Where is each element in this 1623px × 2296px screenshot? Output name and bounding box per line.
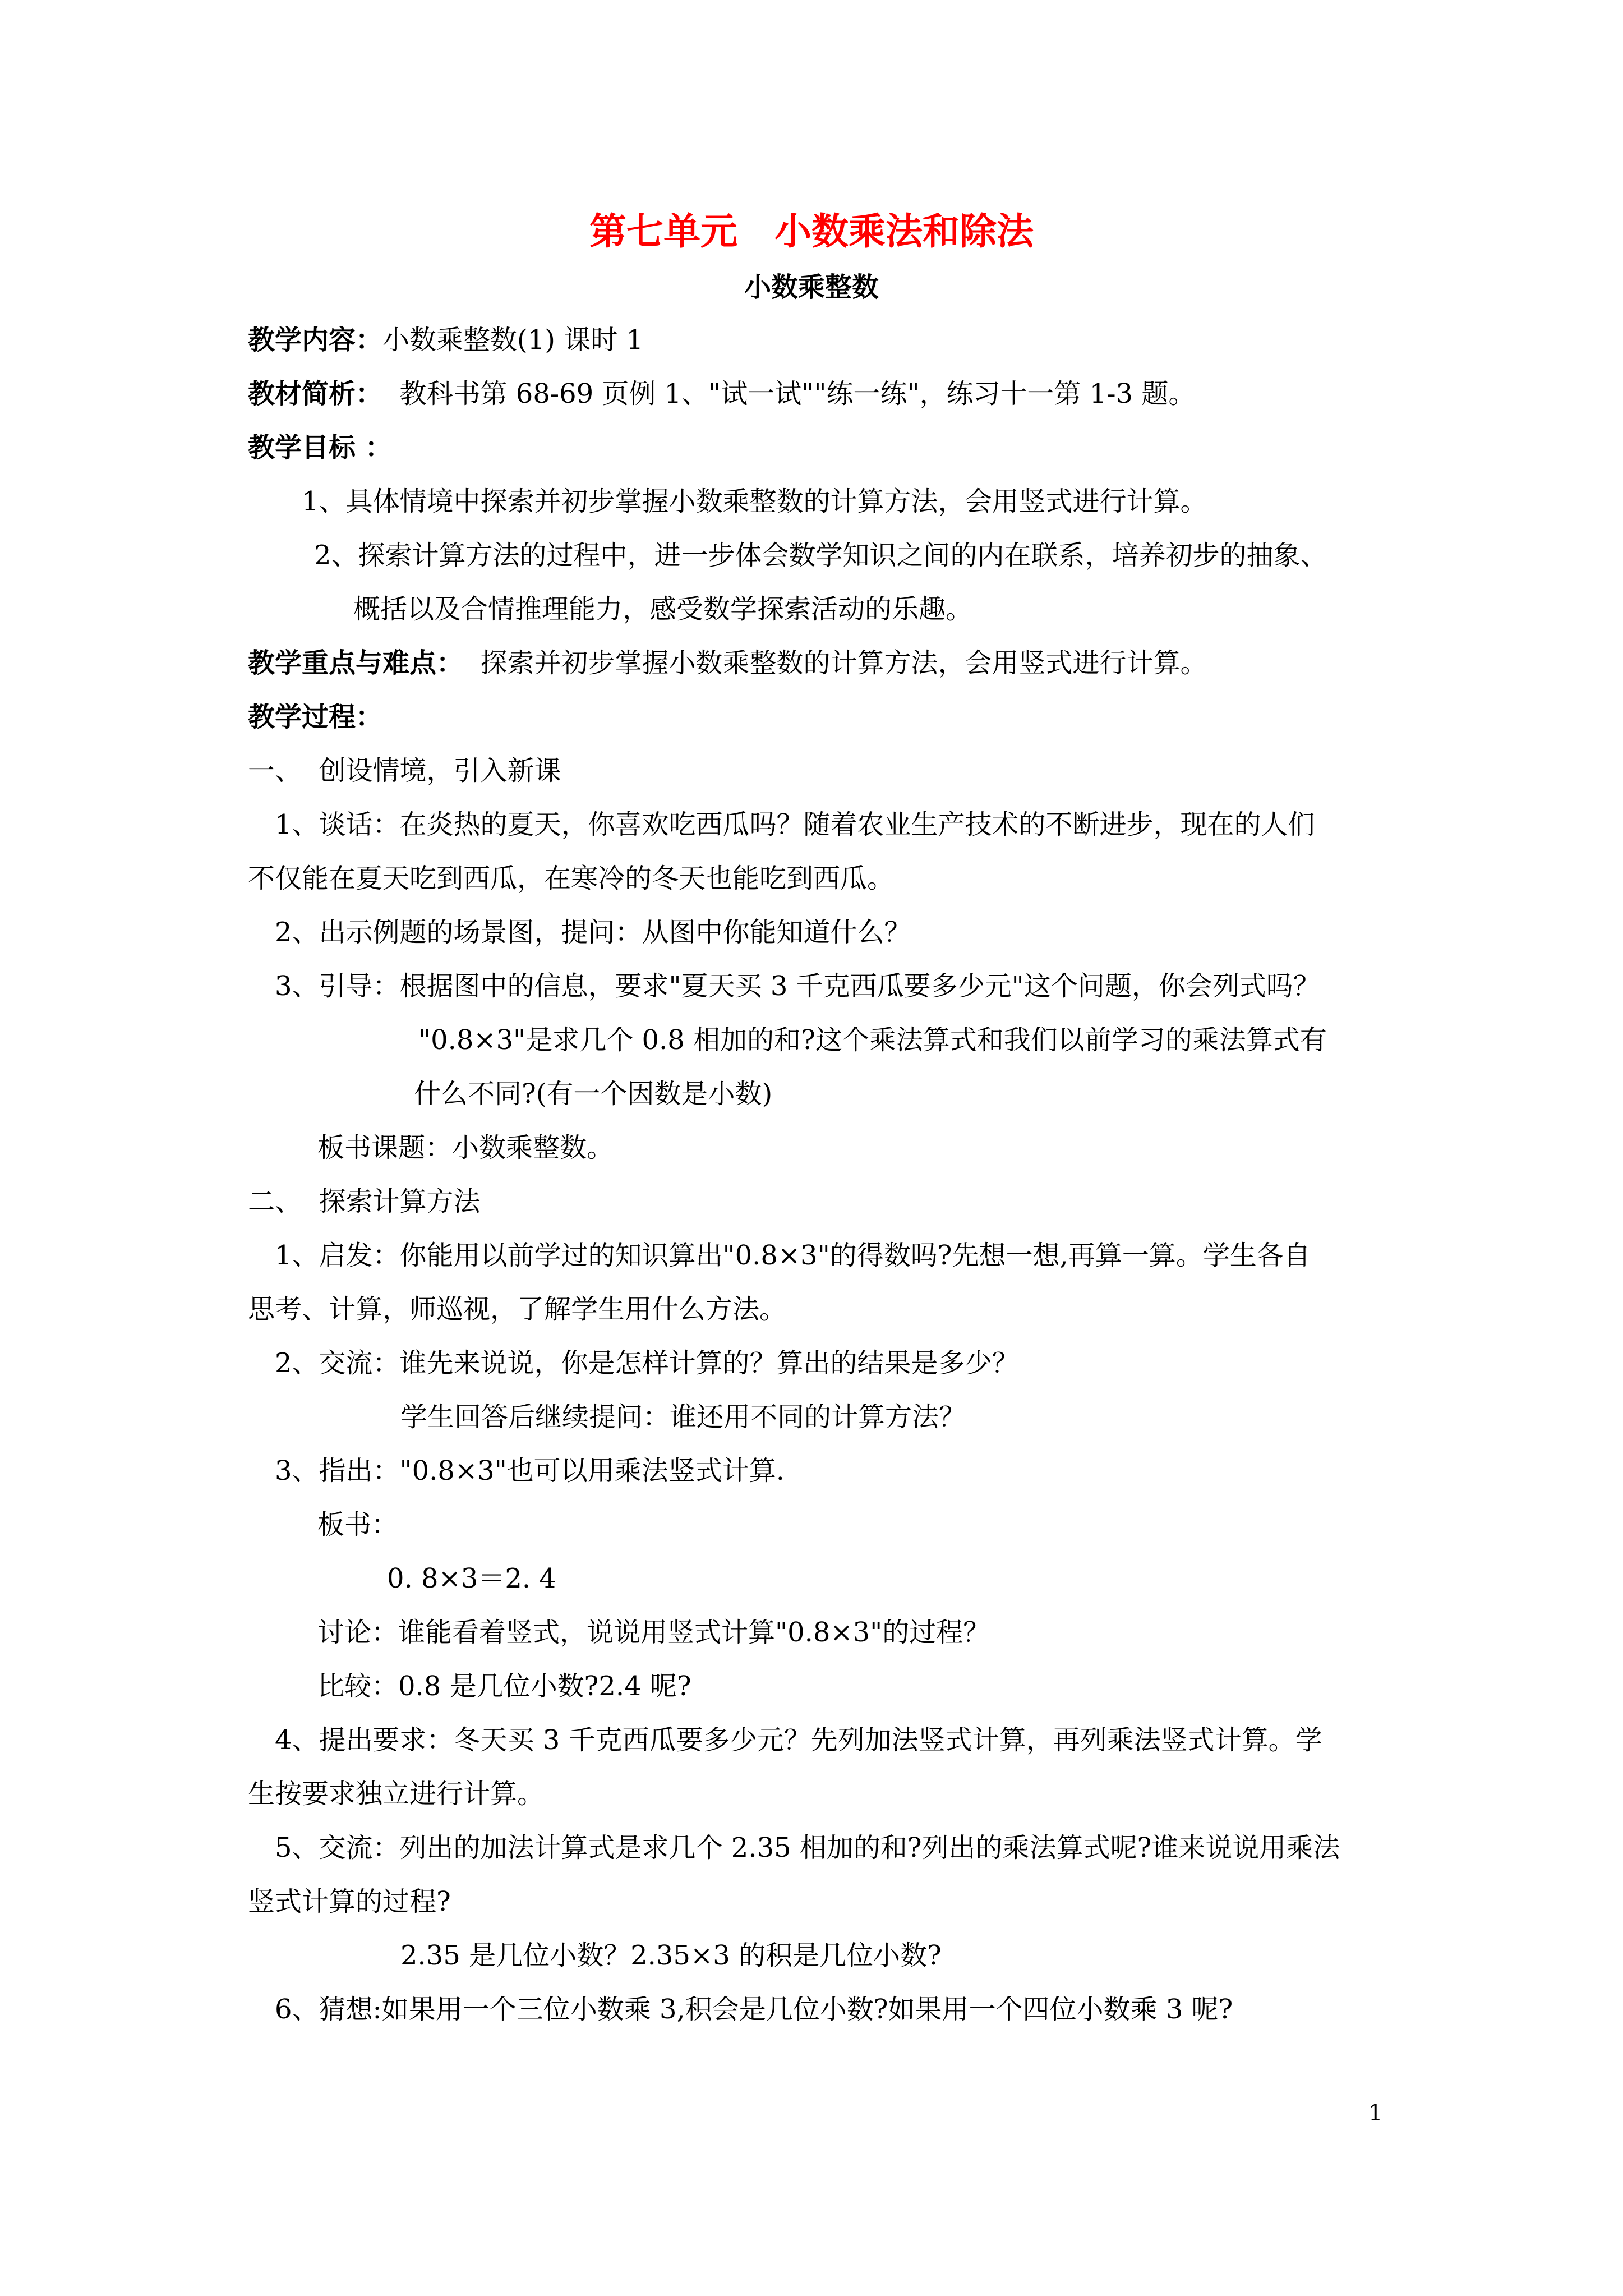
- content-label: 教学内容：: [248, 324, 383, 356]
- s2-paragraph-2: 2、交流：谁先来说说，你是怎样计算的？算出的结果是多少？: [275, 1347, 1019, 1379]
- page-title: 第七单元 小数乘法和除法: [589, 209, 1034, 253]
- section-2-heading: 二、 探索计算方法: [248, 1186, 481, 1217]
- process-heading: 教学过程：: [248, 701, 383, 733]
- content-line: [248, 323, 643, 357]
- s2-paragraph-4-line-2: 生按要求独立进行计算。: [248, 1778, 545, 1810]
- s2-paragraph-1-line-1: 1、启发：你能用以前学过的知识算出"0.8×3"的得数吗?先想一想,再算一算。学生各自: [275, 1240, 1311, 1271]
- s2-paragraph-5-line-2: 竖式计算的过程?: [248, 1886, 451, 1917]
- s1-paragraph-3-line-1: 3、引导：根据图中的信息，要求"夏天买 3 千克西瓜要多少元"这个问题，你会列式吗？: [275, 970, 1320, 1002]
- s2-discussion: 讨论：谁能看着竖式，说说用竖式计算"0.8×3"的过程？: [317, 1617, 990, 1648]
- keypoints-line: [248, 646, 1207, 680]
- s2-board-label: 板书：: [317, 1509, 399, 1540]
- s1-paragraph-3-line-3: 什么不同?(有一个因数是小数): [414, 1078, 773, 1110]
- s1-paragraph-1-line-1: 1、谈话：在炎热的夏天，你喜欢吃西瓜吗？随着农业生产技术的不断进步，现在的人们: [275, 809, 1315, 840]
- keypoints-text: 探索并初步掌握小数乘整数的计算方法，会用竖式进行计算。: [463, 647, 1207, 679]
- content-text: 小数乘整数(1) 课时 1: [382, 324, 644, 356]
- section-1-heading: 一、 创设情境，引入新课: [248, 755, 561, 786]
- lesson-subtitle: 小数乘整数: [744, 272, 879, 303]
- s1-paragraph-2: 2、出示例题的场景图，提问：从图中你能知道什么？: [275, 917, 911, 948]
- page-number: 1: [1368, 2100, 1383, 2126]
- analysis-text: 教科书第 68-69 页例 1、"试一试""练一练"，练习十一第 1-3 题。: [382, 378, 1196, 409]
- s2-paragraph-6: 6、猜想:如果用一个三位小数乘 3,积会是几位小数?如果用一个四位小数乘 3 呢?: [275, 1994, 1233, 2025]
- goal-2-line-2: 概括以及合情推理能力，感受数学探索活动的乐趣。: [353, 593, 973, 625]
- analysis-line: [248, 377, 1195, 411]
- s2-paragraph-5-question: 2.35 是几位小数？2.35×3 的积是几位小数?: [400, 1940, 942, 1971]
- s2-paragraph-3: 3、指出："0.8×3"也可以用乘法竖式计算.: [275, 1455, 785, 1487]
- s2-paragraph-4-line-1: 4、提出要求：冬天买 3 千克西瓜要多少元？先列加法竖式计算，再列乘法竖式计算。学: [275, 1724, 1322, 1756]
- s2-formula: 0. 8×3＝2. 4: [387, 1563, 556, 1594]
- s2-paragraph-5-line-1: 5、交流：列出的加法计算式是求几个 2.35 相加的和?列出的乘法算式呢?谁来说说用乘法: [275, 1832, 1340, 1864]
- analysis-label: 教材简析：: [248, 378, 383, 409]
- s1-board-title: 板书课题：小数乘整数。: [317, 1132, 614, 1163]
- s2-paragraph-2-followup: 学生回答后继续提问：谁还用不同的计算方法？: [400, 1401, 966, 1433]
- s1-paragraph-1-line-2: 不仅能在夏天吃到西瓜，在寒冷的冬天也能吃到西瓜。: [248, 863, 895, 894]
- goal-2-line-1: 2、探索计算方法的过程中，进一步体会数学知识之间的内在联系，培养初步的抽象、: [314, 540, 1327, 571]
- keypoints-label: 教学重点与难点：: [248, 647, 464, 679]
- s1-paragraph-3-line-2: "0.8×3"是求几个 0.8 相加的和?这个乘法算式和我们以前学习的乘法算式有: [418, 1024, 1327, 1056]
- s2-paragraph-1-line-2: 思考、计算，师巡视，了解学生用什么方法。: [248, 1294, 787, 1325]
- goal-1: 1、具体情境中探索并初步掌握小数乘整数的计算方法，会用竖式进行计算。: [302, 486, 1207, 517]
- s2-comparison: 比较：0.8 是几位小数?2.4 呢?: [317, 1671, 691, 1702]
- goals-heading: 教学目标 ：: [248, 432, 392, 463]
